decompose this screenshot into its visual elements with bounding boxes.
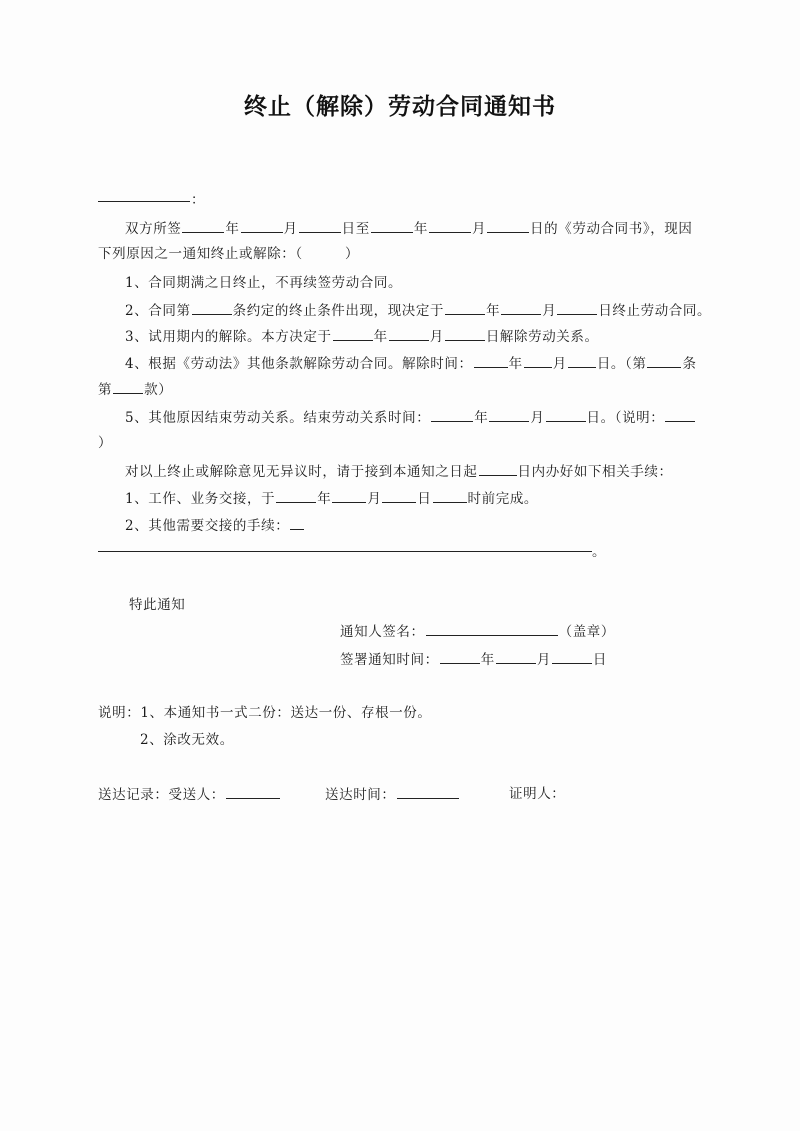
blank-day — [546, 408, 586, 422]
blank-recipient — [226, 785, 280, 799]
blank-end-year — [371, 219, 413, 233]
contract-period-line-cont: 下列原因之一通知终止或解除：（ ） — [98, 246, 360, 262]
blank-signature — [426, 622, 558, 636]
blank-year — [440, 650, 480, 664]
notice-closing: 特此通知 — [129, 597, 186, 613]
blank-start-month — [241, 219, 283, 233]
reason-item-4-cont: 第 款） — [98, 382, 173, 398]
blank-end-month — [429, 219, 471, 233]
blank-other-procedures — [290, 516, 304, 530]
blank-article — [647, 354, 681, 368]
blank-hour — [433, 489, 467, 503]
blank-year — [276, 489, 316, 503]
blank-year — [333, 327, 373, 341]
addressee-colon: ： — [191, 192, 206, 208]
document-title: 终止（解除）劳动合同通知书 — [244, 94, 556, 120]
handover-item-2-end: 。 — [592, 544, 607, 560]
procedure-instruction: 对以上终止或解除意见无异议时，请于接到本通知之日起 日内办好如下相关手续： — [125, 464, 673, 480]
blank-start-year — [182, 219, 224, 233]
contract-period-line: 双方所签 年 月 日至 年 月 日的《劳动合同书》，现因 — [125, 221, 693, 237]
reason-item-5: 5、其他原因结束劳动关系。结束劳动关系时间： 年 月 日。（说明： — [125, 408, 696, 427]
reason-item-2: 2、合同第 条约定的终止条件出现，现决定于 年 月 日终止劳动合同。 — [125, 303, 712, 319]
blank-month — [489, 408, 529, 422]
reason-item-5-cont: ） — [98, 435, 113, 451]
addressee-blank — [98, 201, 190, 202]
blank-end-day — [487, 219, 529, 233]
sign-time-line: 签署通知时间： 年 月 日 — [340, 652, 608, 668]
note-2: 2、涂改无效。 — [140, 732, 234, 748]
note-1: 1、本通知书一式二份：送达一份、存根一份。 — [140, 705, 432, 721]
signature-line: 通知人签名： （盖章） — [340, 624, 616, 640]
handover-item-1: 1、工作、业务交接，于 年 月 日 时前完成。 — [125, 491, 539, 507]
delivery-record-time: 送达时间： — [325, 785, 460, 804]
blank-section — [113, 380, 143, 394]
notes-label: 说明： — [98, 705, 141, 721]
blank-other-procedures-line — [98, 551, 592, 552]
handover-item-2: 2、其他需要交接的手续： — [125, 516, 305, 535]
notes-line-1 — [98, 704, 432, 722]
reason-item-3: 3、试用期内的解除。本方决定于 年 月 日解除劳动关系。 — [125, 329, 599, 345]
reason-item-1: 1、合同期满之日终止，不再续签劳动合同。 — [125, 275, 403, 291]
blank-day — [557, 301, 597, 315]
blank-year — [474, 354, 508, 368]
blank-month — [501, 301, 541, 315]
blank-delivery-time — [397, 785, 459, 799]
blank-start-day — [299, 219, 341, 233]
reason-item-4: 4、根据《劳动法》其他条款解除劳动合同。解除时间： 年 月 日。（第 条 — [125, 356, 697, 372]
blank-clause-number — [192, 301, 232, 315]
blank-day — [382, 489, 416, 503]
blank-day — [568, 354, 596, 368]
blank-explanation — [665, 408, 695, 422]
blank-year — [431, 408, 473, 422]
blank-month — [332, 489, 366, 503]
blank-month — [496, 650, 536, 664]
blank-month — [389, 327, 429, 341]
blank-days — [479, 462, 517, 476]
blank-day — [552, 650, 592, 664]
delivery-record-recipient: 送达记录：受送人： — [98, 785, 281, 804]
blank-year — [445, 301, 485, 315]
blank-day — [445, 327, 485, 341]
blank-month — [524, 354, 552, 368]
delivery-record-witness: 证明人： — [509, 786, 566, 802]
